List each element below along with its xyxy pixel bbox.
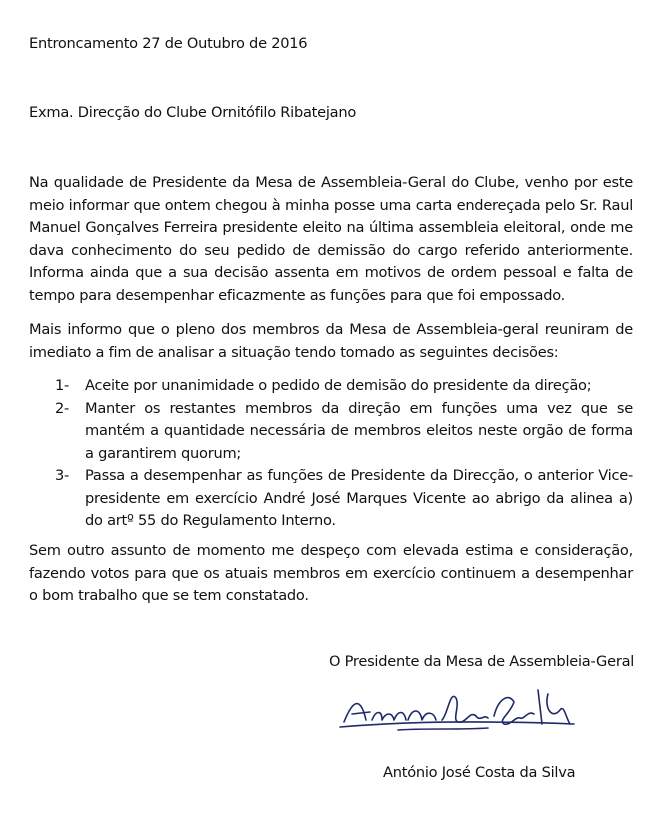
paragraph-resignation-notice: Na qualidade de Presidente da Mesa de Assembleia-Geral do Clube, venho por este meio informar que ontem chegou à minha posse uma carta endereçada pelo Sr. Raul Manuel Gonçalves Ferreira presidente eleito na última assembleia eleitoral, onde me dava conhecimento do seu pedido de demissão do cargo referido anteriormente. Informa ainda que a sua decisão assenta em motivos de ordem pessoal e falta de tempo para desempenhar eficazmente as funções para que foi empossado. xyxy=(29,174,633,304)
decisions-list xyxy=(55,375,633,533)
signatory-name: António José Costa da Silva xyxy=(383,764,576,781)
paragraph-meeting: Mais informo que o pleno dos membros da Mesa de Assembleia-geral reuniram de imediato a fim de analisar a situação tendo tomado as seguintes decisões: xyxy=(29,321,633,361)
decision-number: 2- xyxy=(55,399,70,417)
decision-item xyxy=(55,398,633,466)
decision-text: Aceite por unanimidade o pedido de demisão do presidente da direção; xyxy=(85,377,592,394)
decision-item xyxy=(55,465,633,533)
salutation: Exma. Direcção do Clube Ornitófilo Ribatejano xyxy=(29,104,357,121)
decision-number: 1- xyxy=(55,377,70,394)
date-line: Entroncamento 27 de Outubro de 2016 xyxy=(29,35,308,52)
handwritten-signature xyxy=(338,680,578,750)
paragraph-closing: Sem outro assunto de momento me despeço com elevada estima e consideração, fazendo votos para que os atuais membros em exercício continuem a desempenhar o bom trabalho que se tem constatado. xyxy=(29,542,633,604)
decision-text: Manter os restantes membros da direção em funções uma vez que se mantém a quantidade necessária de membros eleitos neste orgão de forma a garantirem quorum; xyxy=(85,399,633,462)
signatory-role: O Presidente da Mesa de Assembleia-Geral xyxy=(329,653,635,670)
decision-item xyxy=(55,375,633,398)
decision-text: Passa a desempenhar as funções de Presidente da Direcção, o anterior Vice-presidente em exercício André José Marques Vicente ao abrigo da alinea a) do artº 55 do Regulamento Interno. xyxy=(85,467,633,529)
decision-number: 3- xyxy=(55,467,70,484)
